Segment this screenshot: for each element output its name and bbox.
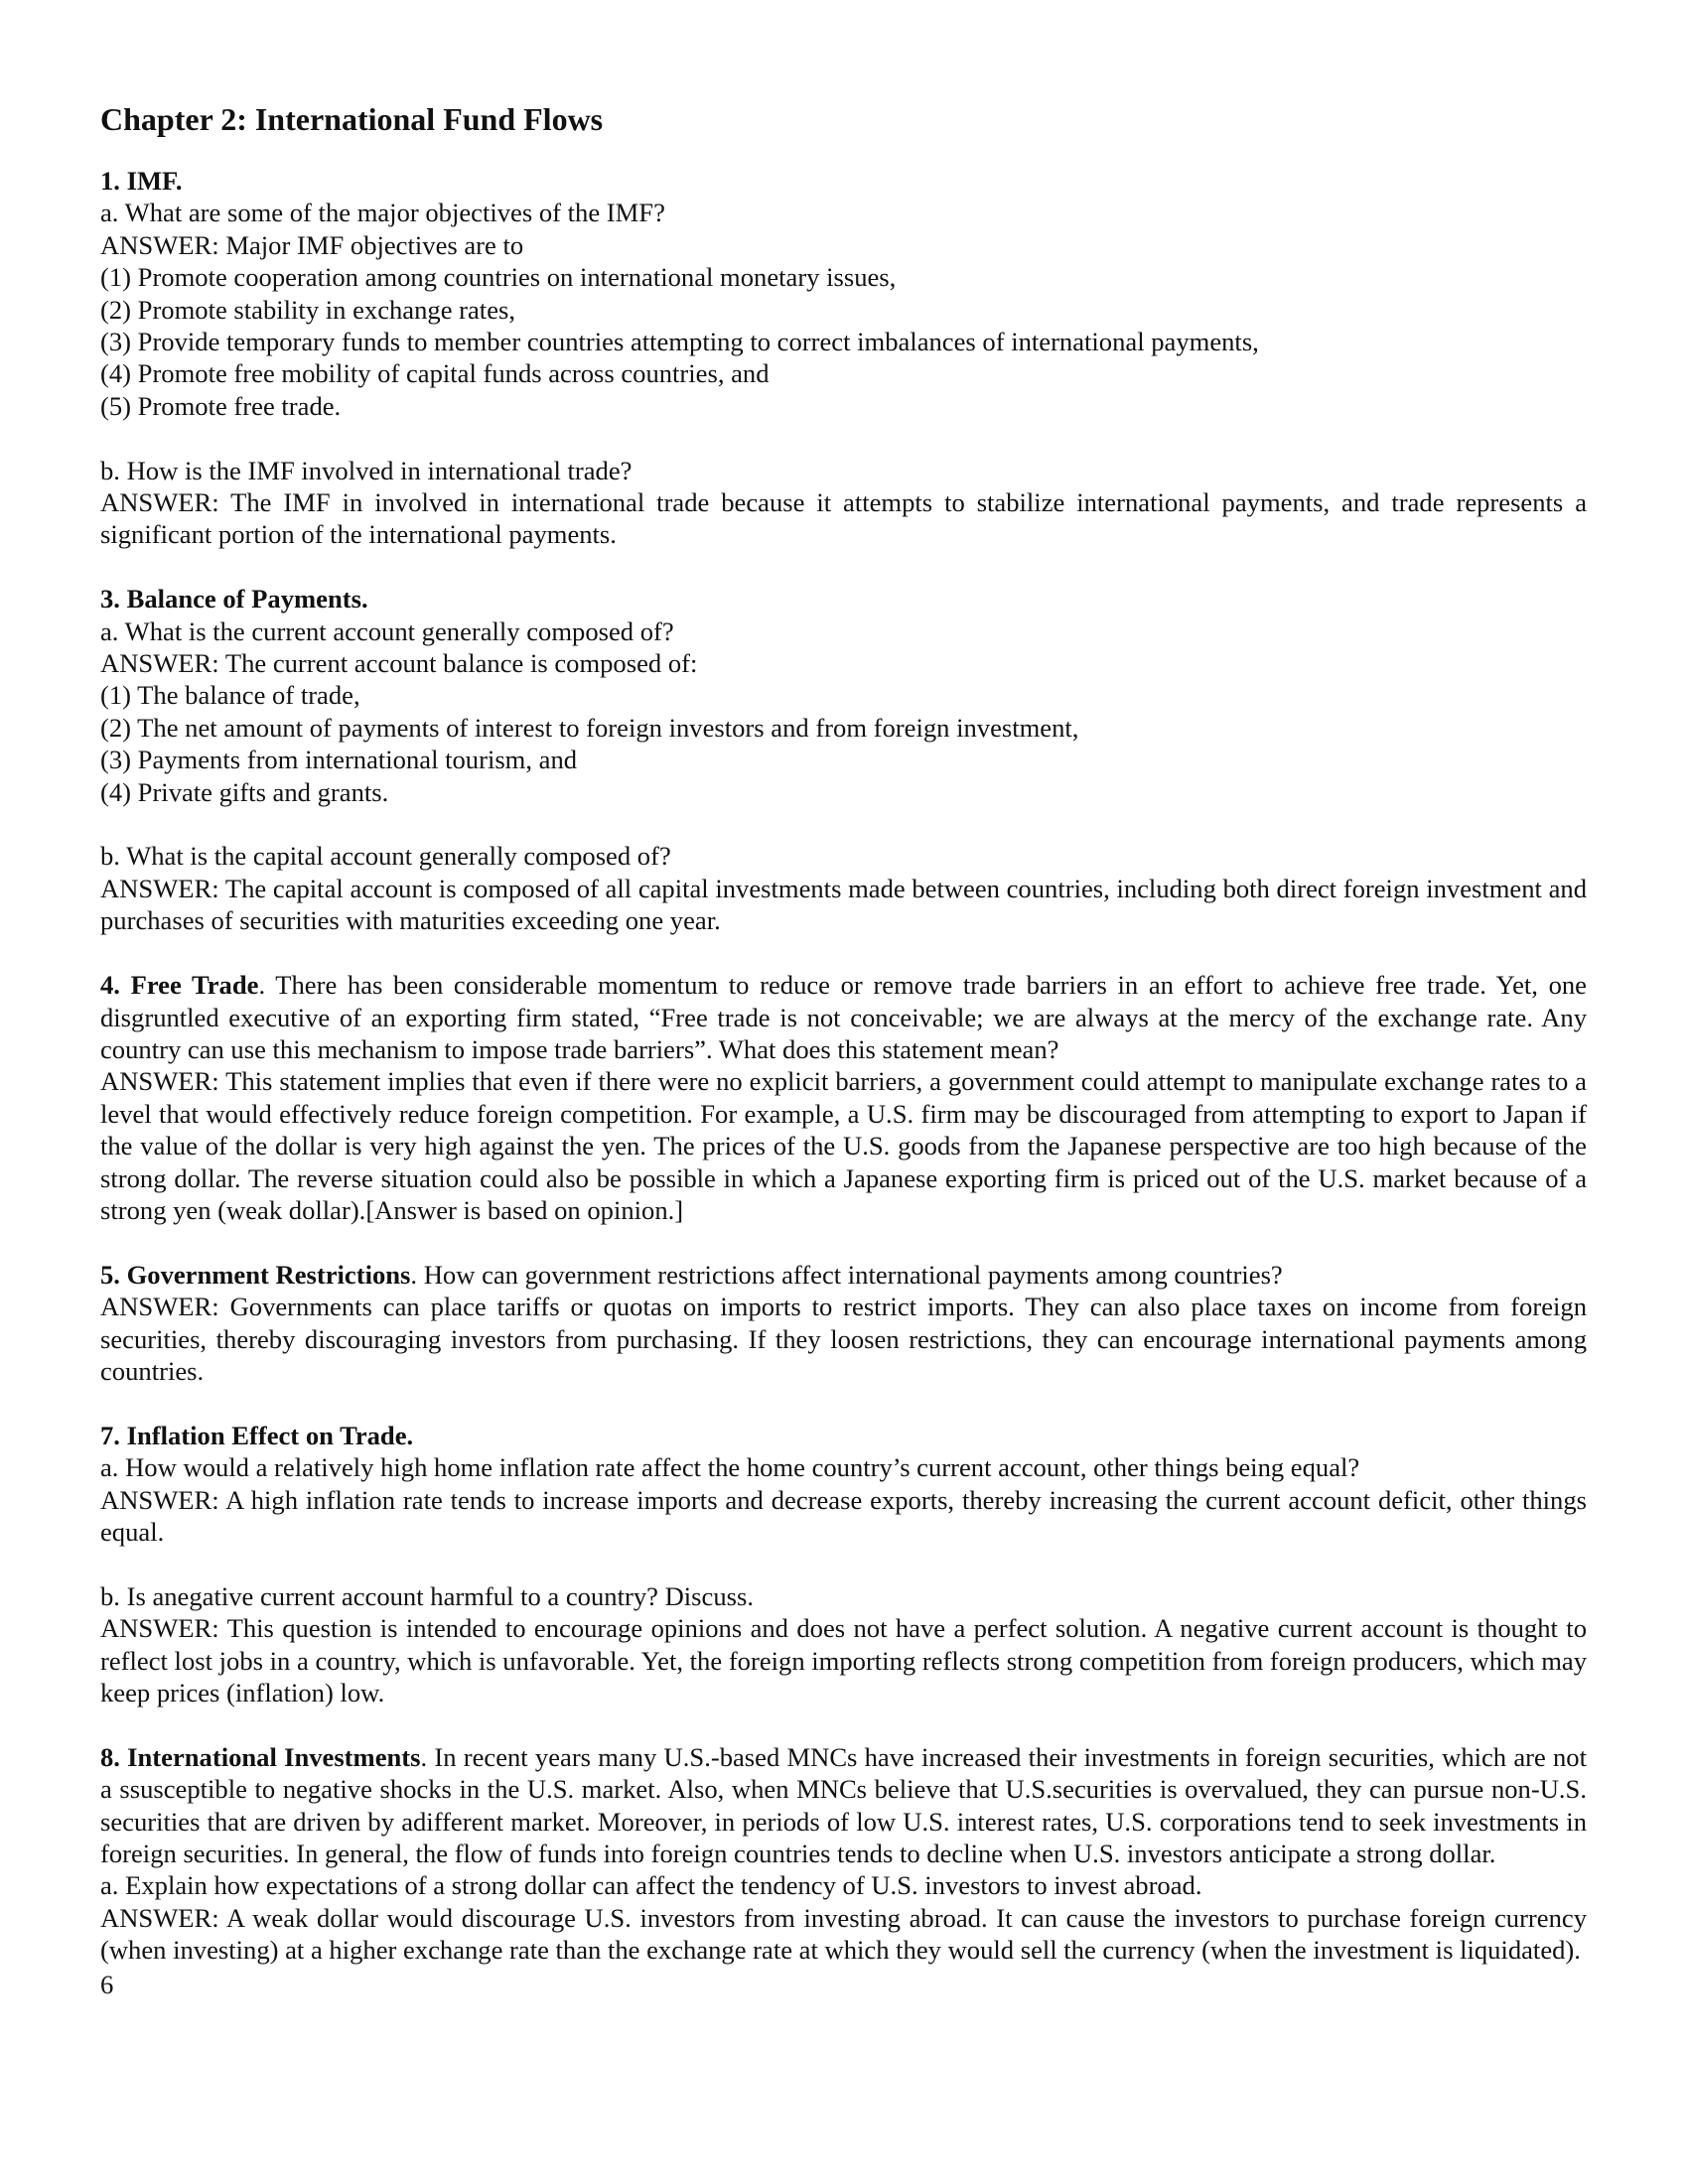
list-item: (1) Promote cooperation among countries on international monetary issues, bbox=[100, 262, 897, 293]
question: a. What are some of the major objectives of the IMF? bbox=[100, 198, 665, 228]
section-heading: 5. Government Restrictions bbox=[100, 1259, 411, 1290]
section-heading: 3. Balance of Payments. bbox=[100, 584, 368, 614]
question: a. How would a relatively high home inflation rate affect the home country’s current account, other things being equal? bbox=[100, 1452, 1360, 1483]
answer: ANSWER: Governments can place tariffs or quotas on imports to restrict imports. They can also place taxes on income from foreign securities, thereby discouraging investors from purchasing. If they loosen restrictions, they can encourage international payments among countries. bbox=[100, 1292, 1587, 1386]
answer: ANSWER: A weak dollar would discourage U.S. investors from investing abroad. It can cause the investors to purchase foreign currency (when investing) at a higher exchange rate than the exchange rate at which they would sell the currency (when the investment is liquidated). bbox=[100, 1902, 1587, 1966]
list-item: (5) Promote free trade. bbox=[100, 390, 342, 421]
intro-text: . In recent years many U.S.-based MNCs have increased their investments in foreign securities, which are not a ssusceptible to negative shocks in the U.S. market. Also, when MNCs believe that U.S.securities is overvalued, they can pursue non-U.S. securities that are driven by adifferent market. Moreover, in periods of low U.S. interest rates, U.S. corporations tend to seek investments in foreign securities. In general, the flow of funds into foreign countries tends to decline when U.S. investors anticipate a strong dollar. bbox=[100, 1741, 1587, 1868]
document-page bbox=[100, 97, 1587, 2000]
answer: ANSWER: A high inflation rate tends to increase imports and decrease exports, thereby increasing the current account deficit, other things equal. bbox=[100, 1484, 1587, 1547]
section-free-trade bbox=[100, 969, 1587, 1226]
section-inflation-effect bbox=[100, 1420, 1587, 1709]
list-item: (3) Provide temporary funds to member countries attempting to correct imbalances of international payments, bbox=[100, 327, 1259, 357]
question: a. Explain how expectations of a strong dollar can affect the tendency of U.S. investors to invest abroad. bbox=[100, 1870, 1202, 1901]
spacer bbox=[100, 937, 1587, 969]
spacer bbox=[100, 1226, 1587, 1258]
section-balance-of-payments bbox=[100, 583, 1587, 936]
section-heading: 1. IMF. bbox=[100, 166, 183, 196]
answer-intro: ANSWER: The current account balance is composed of: bbox=[100, 648, 698, 679]
question bbox=[100, 969, 1587, 1065]
question-text: . There has been considerable momentum to reduce or remove trade barriers in an effort to achieve free trade. Yet, one disgruntled executive of an exporting firm stated, “Free trade is not conceivable; we are always at the mercy of the exchange rate. Any country can use this mechanism to impose trade barriers”. What does this statement mean? bbox=[100, 970, 1587, 1064]
list-item: (4) Promote free mobility of capital funds across countries, and bbox=[100, 358, 770, 389]
answer: ANSWER: The IMF in involved in international trade because it attempts to stabilize international payments, and trade represents a significant portion of the international payments. bbox=[100, 487, 1587, 550]
page-number: 6 bbox=[100, 1969, 114, 1999]
spacer bbox=[100, 808, 1587, 840]
section-imf bbox=[100, 165, 1587, 551]
section-heading: 8. International Investments bbox=[100, 1741, 421, 1772]
list-item: (2) The net amount of payments of interest to foreign investors and from foreign investment, bbox=[100, 712, 1079, 743]
spacer bbox=[100, 1387, 1587, 1419]
list-item: (3) Payments from international tourism, and bbox=[100, 745, 578, 775]
question: b. Is anegative current account harmful to a country? Discuss. bbox=[100, 1580, 754, 1611]
answer: ANSWER: This question is intended to encourage opinions and does not have a perfect solution. A negative current account is thought to reflect lost jobs in a country, which is unfavorable. Yet, the foreign importing reflects strong competition from foreign producers, which may keep prices (inflation) low. bbox=[100, 1613, 1587, 1707]
spacer bbox=[100, 1708, 1587, 1740]
answer: ANSWER: This statement implies that even if there were no explicit barriers, a government could attempt to manipulate exchange rates to a level that would effectively reduce foreign competition. For example, a U.S. firm may be discouraged from attempting to export to Japan if the value of the dollar is very high against the yen. The prices of the U.S. goods from the Japanese perspective are too high because of the strong dollar. The reverse situation could also be possible in which a Japanese exporting firm is priced out of the U.S. market because of a strong yen (weak dollar).[Answer is based on opinion.] bbox=[100, 1066, 1587, 1225]
answer: ANSWER: The capital account is composed of all capital investments made between countries, including both direct foreign investment and purchases of securities with maturities exceeding one year. bbox=[100, 873, 1587, 936]
section-government-restrictions bbox=[100, 1259, 1587, 1388]
section-intro bbox=[100, 1741, 1587, 1870]
question-text: . How can government restrictions affect international payments among countries? bbox=[410, 1259, 1283, 1290]
list-item: (1) The balance of trade, bbox=[100, 680, 360, 711]
question: b. How is the IMF involved in international trade? bbox=[100, 455, 633, 485]
section-international-investments bbox=[100, 1741, 1587, 1967]
answer-intro: ANSWER: Major IMF objectives are to bbox=[100, 229, 524, 260]
section-heading: 4. Free Trade bbox=[100, 970, 259, 1001]
section-heading: 7. Inflation Effect on Trade. bbox=[100, 1420, 414, 1450]
spacer bbox=[100, 422, 1587, 454]
list-item: (4) Private gifts and grants. bbox=[100, 776, 389, 807]
question: b. What is the capital account generally composed of? bbox=[100, 841, 671, 872]
question: a. What is the current account generally composed of? bbox=[100, 615, 674, 646]
list-item: (2) Promote stability in exchange rates, bbox=[100, 294, 515, 325]
spacer bbox=[100, 551, 1587, 583]
spacer bbox=[100, 1548, 1587, 1579]
question bbox=[100, 1259, 1587, 1291]
chapter-title: Chapter 2: International Fund Flows bbox=[100, 101, 604, 137]
